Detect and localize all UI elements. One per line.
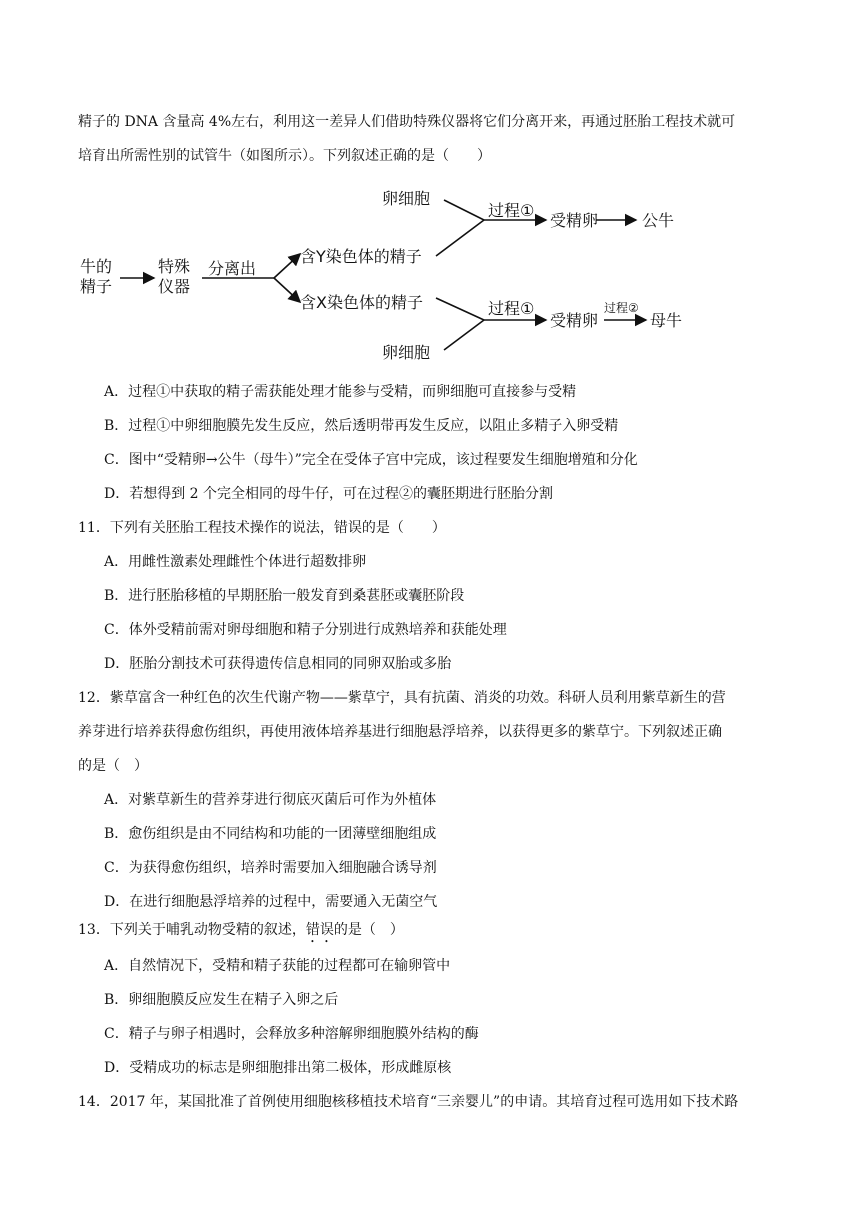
- label-bull-sperm-2: 精子: [80, 277, 113, 296]
- intro-line-2: 培育出所需性别的试管牛（如图所示）。下列叙述正确的是（ ）: [78, 148, 491, 164]
- intro-line-1: 精子的 DNA 含量高 4%左右，利用这一差异人们借助特殊仪器将它们分离开来，再通过胚胎工程技术就可: [78, 114, 736, 130]
- arrow-to-x-sperm: [274, 278, 300, 302]
- q11-stem: 11．下列有关胚胎工程技术操作的说法，错误的是（ ）: [78, 520, 446, 536]
- q11-option-b: B．进行胚胎移植的早期胚胎一般发育到桑葚胚或囊胚阶段: [104, 588, 465, 604]
- q13-stem-emphasis: 错误: [305, 922, 334, 938]
- arrow-to-y-sperm: [274, 254, 300, 278]
- q12-option-d: D．在进行细胞悬浮培养的过程中，需要通入无菌空气: [104, 894, 438, 910]
- q10-option-a: A．过程①中获取的精子需获能处理才能参与受精，而卵细胞可直接参与受精: [104, 384, 577, 400]
- line-egg-bottom: [444, 320, 484, 350]
- label-x-sperm: 含X染色体的精子: [300, 293, 423, 312]
- q13-stem-post: 的是（ ）: [333, 922, 404, 938]
- line-x-sperm: [436, 298, 484, 320]
- q12-option-a: A．对紫草新生的营养芽进行彻底灭菌后可作为外植体: [104, 792, 437, 808]
- label-instrument-1: 特殊: [158, 257, 191, 276]
- label-process1-top: 过程①: [488, 201, 535, 220]
- q11-option-d: D．胚胎分割技术可获得遗传信息相同的同卵双胎或多胎: [104, 656, 452, 672]
- q13-option-b: B．卵细胞膜反应发生在精子入卵之后: [104, 992, 339, 1008]
- label-zygote-bottom: 受精卵: [550, 311, 599, 330]
- q13-stem: [78, 920, 404, 946]
- label-separate: 分离出: [208, 259, 257, 278]
- label-process1-bottom: 过程①: [488, 299, 535, 318]
- q11-option-a: A．用雌性激素处理雌性个体进行超数排卵: [104, 554, 367, 570]
- q12-stem-line-3: 的是（ ）: [78, 758, 148, 774]
- q10-option-b: B．过程①中卵细胞膜先发生反应，然后透明带再发生反应，以阻止多精子入卵受精: [104, 418, 619, 434]
- q12-option-b: B．愈伤组织是由不同结构和功能的一团薄壁细胞组成: [104, 826, 437, 842]
- line-y-sperm: [436, 220, 484, 256]
- q13-option-d: D．受精成功的标志是卵细胞排出第二极体，形成雌原核: [104, 1060, 452, 1076]
- line-egg-top: [444, 200, 484, 220]
- label-y-sperm: 含Y染色体的精子: [300, 247, 422, 266]
- label-male: 公牛: [642, 211, 675, 230]
- q11-option-c: C．体外受精前需对卵母细胞和精子分别进行成熟培养和获能处理: [104, 622, 507, 638]
- label-female: 母牛: [650, 311, 683, 330]
- q10-option-d: D．若想得到 2 个完全相同的母牛仔，可在过程②的囊胚期进行胚胎分割: [104, 486, 554, 502]
- label-zygote-top: 受精卵: [550, 211, 599, 230]
- q14-stem-line-1: 14．2017 年，某国批准了首例使用细胞核移植技术培育“三亲婴儿”的申请。其培育过程可选用如下技术路: [78, 1094, 739, 1110]
- label-bull-sperm-1: 牛的: [80, 257, 113, 276]
- q13-stem-pre: 13．下列关于哺乳动物受精的叙述，: [78, 922, 306, 938]
- label-egg-bottom: 卵细胞: [382, 343, 431, 362]
- label-egg-top: 卵细胞: [382, 189, 431, 208]
- ivf-flow-diagram: [74, 180, 714, 370]
- q12-stem-line-1: 12．紫草富含一种红色的次生代谢产物——紫草宁，具有抗菌、消炎的功效。科研人员利用紫草新生的营: [78, 690, 726, 706]
- label-instrument-2: 仪器: [158, 277, 191, 296]
- q12-option-c: C．为获得愈伤组织，培养时需要加入细胞融合诱导剂: [104, 860, 437, 876]
- q12-stem-line-2: 养芽进行培养获得愈伤组织，再使用液体培养基进行细胞悬浮培养，以获得更多的紫草宁。下列叙述正确: [78, 724, 722, 740]
- label-process2: 过程②: [604, 301, 639, 315]
- q13-option-c: C．精子与卵子相遇时，会释放多种溶解卵细胞膜外结构的酶: [104, 1026, 479, 1042]
- q13-option-a: A．自然情况下，受精和精子获能的过程都可在输卵管中: [104, 958, 451, 974]
- q10-option-c: C．图中“受精卵→公牛（母牛）”完全在受体子宫中完成，该过程要发生细胞增殖和分化: [104, 452, 638, 468]
